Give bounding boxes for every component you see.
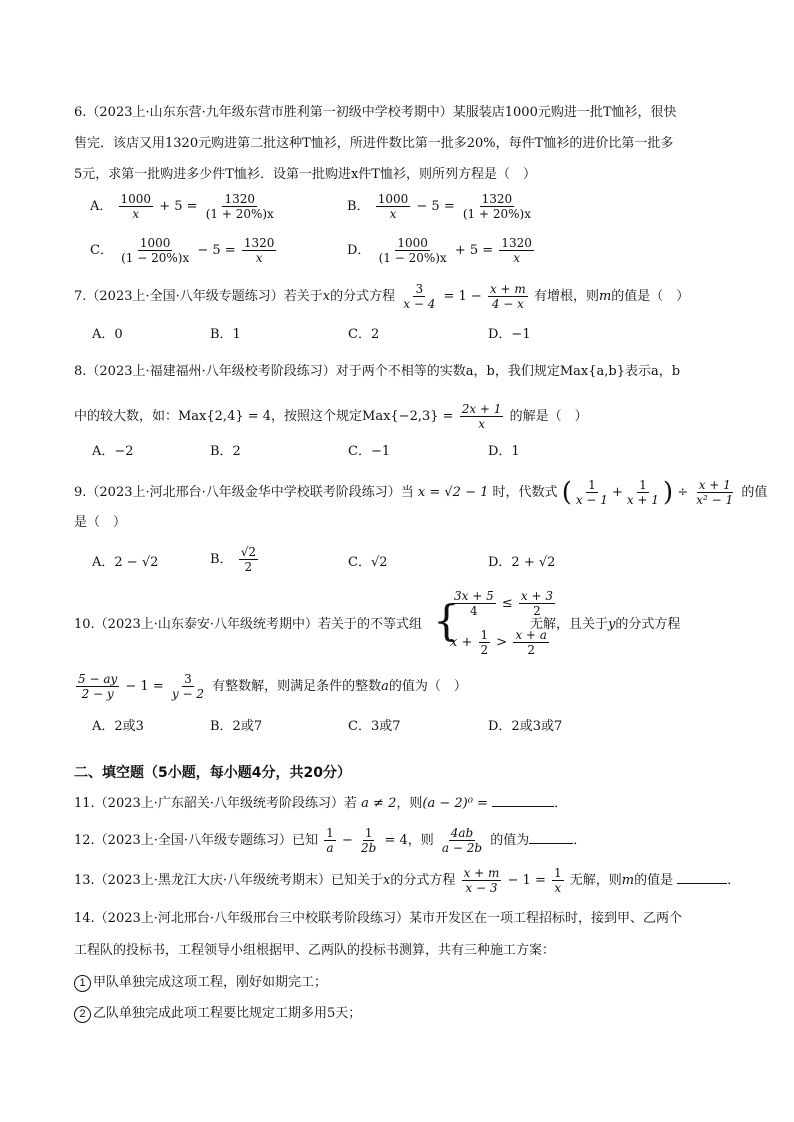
fraction: $\frac{4ab}{a - 2b}$ [441,826,483,855]
q14-item2: 2 乙队单独完成此项工程要比规定工期多用5天； [74,1005,361,1023]
q14-item1: 1 甲队单独完成这项工程，刚好如期完工； [74,974,327,992]
fraction: $\frac{1320}{x}$ [243,236,275,265]
fraction: $\frac{1}{2b}$ [361,826,377,855]
fraction: $\frac{1320}{x}$ [501,236,532,265]
q6-option-a[interactable]: A． $\frac{1000}{x}$ + 5 = $\frac{1320}{(1 + 20\%)x}$ [90,192,274,221]
q9-option-b[interactable]: B． $\frac{√2}{2}$ [210,545,256,574]
q14-line2: 工程队的投标书，工程领导小组根据甲、乙两队的投标书测算，共有三种施工方案： [74,943,556,958]
fraction: $\frac{√2}{2}$ [240,545,256,574]
section-title: 二、填空题（5小题，每小题4分，共20分） [74,765,351,781]
q7-option-a[interactable]: A．0 [92,327,123,342]
q8-option-c[interactable]: C．−1 [348,444,391,459]
q6-option-b[interactable]: B． $\frac{1000}{x}$ − 5 = $\frac{1320}{(1 + 20\%)x}$ [347,192,531,221]
option-label: D． [347,243,371,258]
fraction: $\frac{1}{2}$ [480,628,489,657]
fraction: $\frac{x + m}{4 - x}$ [489,282,526,311]
q9-line2: 是（ ） [74,515,127,530]
fraction: $\frac{3}{y - 2}$ [171,672,204,701]
q11-stem: 11.（2023上·广东韶关·八年级统考阶段练习）若 a ≠ 2，则(a − 2)⁰ = ． [74,793,567,813]
circled-number: 1 [74,975,91,992]
fraction: $\frac{2x + 1}{x}$ [461,402,502,431]
q10-inequality-2: x + $\frac{1}{2}$ > $\frac{x + a}{2}$ [450,628,547,657]
q6-option-c[interactable]: C． $\frac{1000}{(1 - 20\%)x}$ − 5 = $\frac{1320}{x}$ [90,236,275,265]
fraction: $\frac{1000}{x}$ [120,192,152,221]
q10-inequality-1: $\frac{3x + 5}{4}$ ≤ $\frac{x + 3}{2}$ [454,589,554,618]
circled-number: 2 [74,1006,91,1023]
fraction: $\frac{3}{x - 4}$ [403,282,436,311]
fraction: $\frac{1}{a}$ [326,826,334,855]
q14-line1: 14.（2023上·河北邢台·八年级邢台三中校联考阶段练习）某市开发区在一项工程招标时，接到甲、乙两个 [74,911,683,926]
q10-option-a[interactable]: A．2或3 [92,719,144,734]
option-label: B． [347,199,370,214]
q10-option-c[interactable]: C．3或7 [348,719,401,734]
option-label: A． [90,199,113,214]
fraction: $\frac{1000}{(1 - 20\%)x}$ [378,236,447,265]
fraction: $\frac{1}{x - 1}$ [575,478,608,507]
q10-option-d[interactable]: D．2或3或7 [488,719,563,734]
q8-option-a[interactable]: A．−2 [92,444,134,459]
q8-option-d[interactable]: D．1 [488,444,520,459]
fraction: $\frac{1000}{(1 - 20\%)x}$ [121,236,190,265]
fraction: $\frac{3x + 5}{4}$ [454,589,494,618]
q7-option-b[interactable]: B．1 [210,327,241,342]
q6-line2: 售完．该店又用1320元购进第二批这种T恤衫，所进件数比第一批多20%，每件T恤衫的进价比第一批多 [74,136,674,151]
q9-option-c[interactable]: C．√2 [348,555,388,570]
q9-stem: 9.（2023上·河北邢台·八年级金华中学校联考阶段练习）当 x = √2 − 1 时，代数式 ( $\frac{1}{x - 1}$ + $\frac{1}{x + 1}$ ) ÷ $\frac{x + 1}{\text{x² − 1}}$ 的值 [74,477,768,508]
q8-line1: 8.（2023上·福建福州·八年级校考阶段练习）对于两个不相等的实数a，b，我们规定Max{a,b}表示a，b [74,364,681,379]
fraction: $\frac{1}{x}$ [553,866,562,895]
q6-line1: 6.（2023上·山东东营·九年级东营市胜利第一初级中学校考期中）某服装店1000元购进一批T恤衫，很快 [74,105,677,120]
q6-line3: 5元，求第一批购进多少件T恤衫．设第一批购进x件T恤衫，则所列方程是（ ） [74,167,536,182]
q7-stem: 7.（2023上·全国·八年级专题练习）若关于x的分式方程 $\frac{3}{x - 4}$ = 1 − $\frac{x + m}{4 - x}$ 有增根，则m的值是（ ） [74,282,690,311]
q8-line2: 中的较大数，如：Max{2,4} = 4，按照这个规定Max{−2,3} = $\frac{2x + 1}{x}$ 的解是（ ） [74,402,588,431]
answer-blank[interactable] [529,830,573,844]
answer-blank[interactable] [492,793,554,807]
fraction: $\frac{x + 1}{\text{x² − 1}}$ [696,478,734,507]
fraction: $\frac{1320}{(1 + 20\%)x}$ [205,192,274,221]
q9-option-d[interactable]: D．2 + √2 [488,555,556,570]
answer-blank[interactable] [677,870,727,884]
q10-stem-b: 无解，且关于y的分式方程 [530,617,681,632]
system-brace: { [433,596,460,645]
fraction: $\frac{x + a}{2}$ [515,628,547,657]
q8-option-b[interactable]: B．2 [210,444,241,459]
fraction: $\frac{x + 3}{2}$ [520,589,554,618]
q9-option-a[interactable]: A．2 − √2 [92,555,159,570]
fraction: $\frac{1}{x + 1}$ [626,478,659,507]
option-label: C． [90,243,113,258]
fraction: $\frac{5 - ay}{2 - y}$ [78,672,118,701]
q13-stem: 13.（2023上·黑龙江大庆·八年级统考期末）已知关于x的分式方程 $\frac{x + m}{x - 3}$ − 1 = $\frac{1}{x}$ 无解，则m的值是 ． [74,866,741,895]
fraction: $\frac{1000}{x}$ [377,192,409,221]
q6-option-d[interactable]: D． $\frac{1000}{(1 - 20\%)x}$ + 5 = $\frac{1320}{x}$ [347,236,532,265]
fraction: $\frac{x + m}{x - 3}$ [463,866,500,895]
q7-option-c[interactable]: C．2 [348,327,380,342]
fraction: $\frac{1320}{(1 + 20\%)x}$ [462,192,531,221]
q10-stem-a: 10.（2023上·山东泰安·八年级统考期中）若关于的不等式组 [74,617,423,632]
q10-stem-c: $\frac{5 - ay}{2 - y}$ − 1 = $\frac{3}{y - 2}$ 有整数解，则满足条件的整数a的值为（ ） [78,672,467,701]
q12-stem: 12.（2023上·全国·八年级专题练习）已知 $\frac{1}{a}$ − $\frac{1}{2b}$ = 4，则 $\frac{4ab}{a - 2b}$ 的值为 ． [74,826,587,855]
q10-option-b[interactable]: B．2或7 [210,719,263,734]
q7-option-d[interactable]: D．−1 [488,327,531,342]
